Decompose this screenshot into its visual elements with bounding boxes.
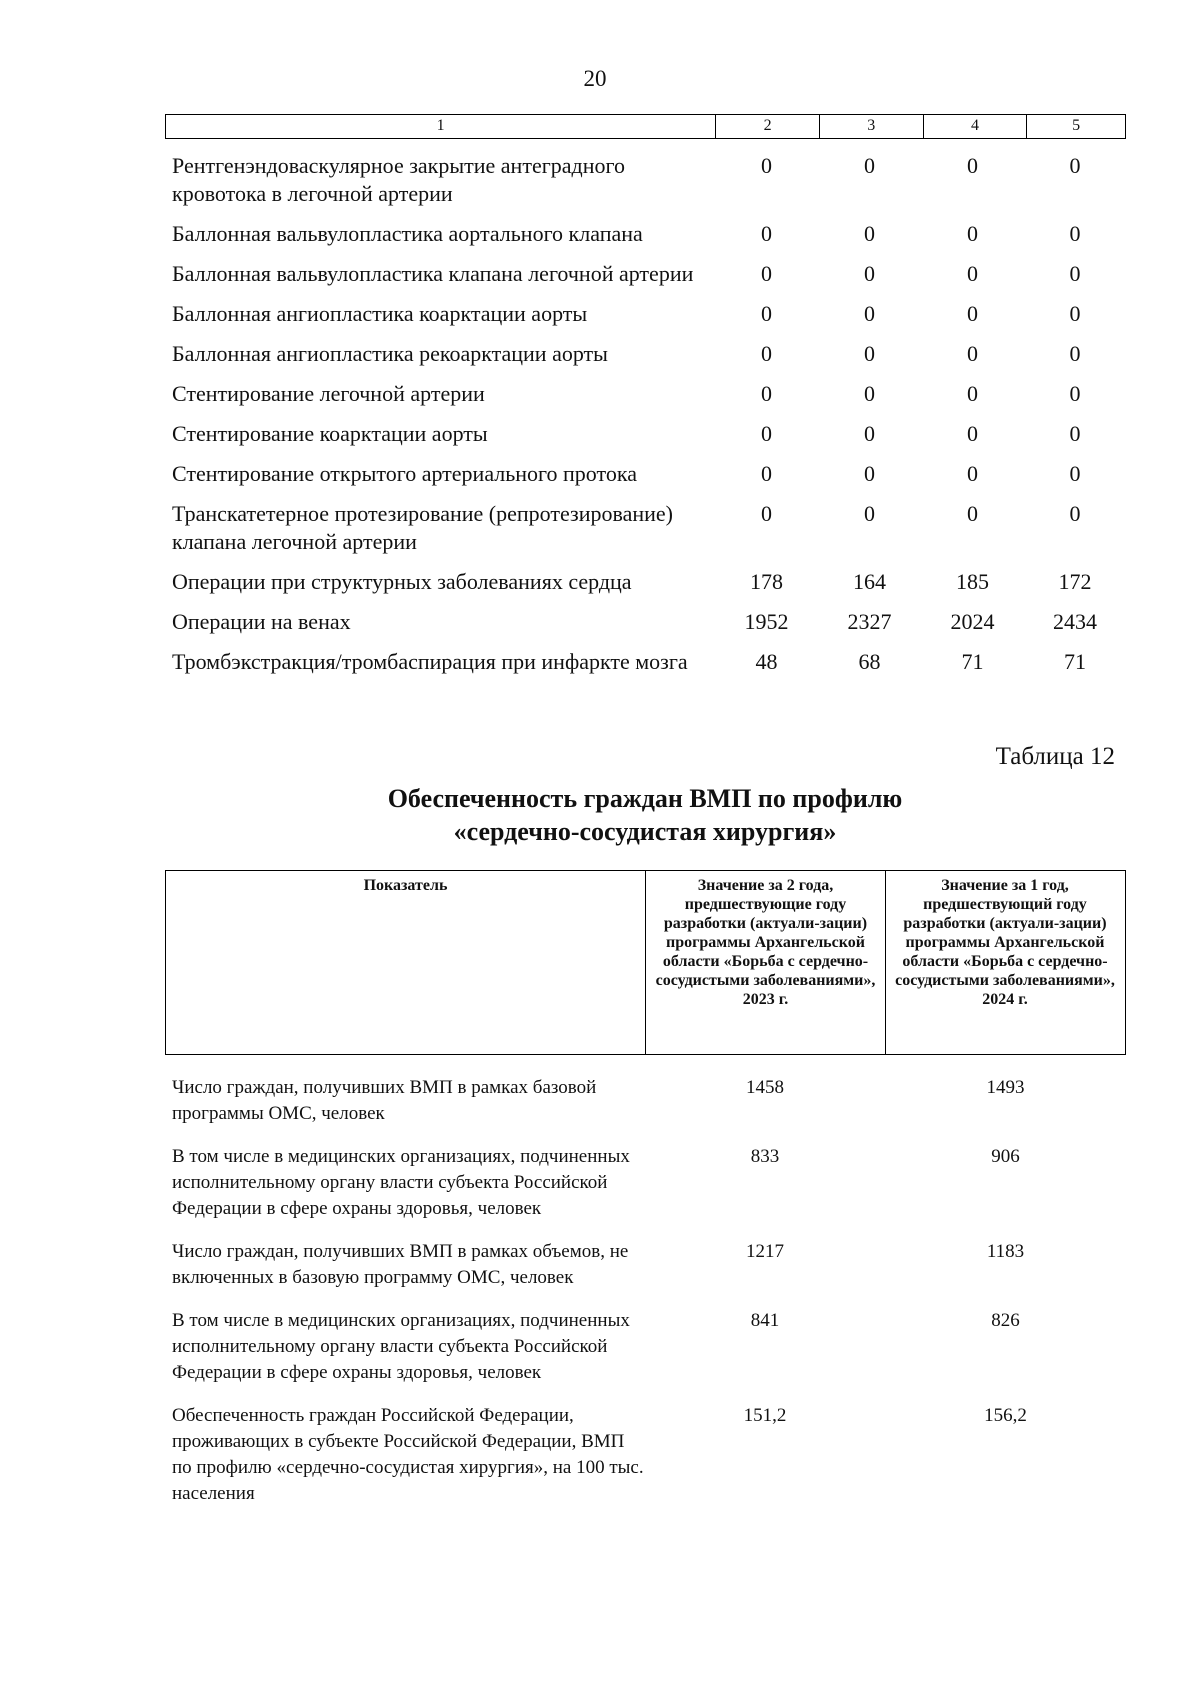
table1-header-col1: 1 xyxy=(166,115,716,138)
row-value: 0 xyxy=(1069,153,1081,178)
row-value: 0 xyxy=(1069,381,1081,406)
row-value: 0 xyxy=(1069,301,1081,326)
row-value: 0 xyxy=(761,153,772,178)
table1-header-col2: 2 xyxy=(716,115,820,138)
row-value: 0 xyxy=(1069,421,1081,446)
row-value: 0 xyxy=(761,301,772,326)
row-label: Тромбэкстракция/тромбаспирация при инфаркте мозга xyxy=(172,649,688,674)
table-row xyxy=(165,420,1126,448)
row-label: Стентирование коарктации аорты xyxy=(172,421,488,446)
row-value: 71 xyxy=(961,649,984,674)
row-value: 0 xyxy=(967,461,978,486)
row-label: Операции на венах xyxy=(172,609,351,634)
row-value: 1952 xyxy=(744,609,789,634)
table2-header xyxy=(165,870,1126,1055)
table-row xyxy=(165,1403,1126,1507)
row-value: 2434 xyxy=(1053,609,1097,634)
row-value-2024: 1183 xyxy=(986,1241,1025,1262)
table2-header-2023: Значение за 2 года, предшествующие году разработки (актуали-зации) программы Архангельской области «Борьба с сердечно-сосудистыми заболеваниями», 2023 г. xyxy=(646,871,886,1054)
row-value: 0 xyxy=(967,341,978,366)
row-value: 0 xyxy=(761,461,772,486)
row-label: Число граждан, получивших ВМП в рамках базовой программы ОМС, человек xyxy=(172,1077,597,1124)
row-value: 0 xyxy=(967,381,978,406)
row-value: 185 xyxy=(956,569,989,594)
table-title-line1: Обеспеченность граждан ВМП по профилю xyxy=(387,784,903,813)
table1-header-col5: 5 xyxy=(1072,117,1081,134)
row-value: 0 xyxy=(761,501,772,526)
row-value: 0 xyxy=(1069,221,1081,246)
row-value-2024: 826 xyxy=(991,1310,1020,1331)
row-value-2023: 841 xyxy=(750,1310,780,1331)
row-value: 172 xyxy=(1058,569,1092,594)
row-value: 0 xyxy=(761,421,772,446)
row-value: 0 xyxy=(864,221,875,246)
table-caption: Таблица 12 xyxy=(995,743,1115,770)
table-title-line2: «сердечно-сосудистая хирургия» xyxy=(453,817,837,846)
row-label: Баллонная вальвулопластика клапана легочной артерии xyxy=(172,261,694,286)
row-value: 0 xyxy=(864,341,875,366)
row-label: Баллонная вальвулопластика аортального клапана xyxy=(172,221,643,246)
row-value: 2327 xyxy=(847,609,892,634)
table-row xyxy=(165,1308,1126,1386)
row-value-2023: 833 xyxy=(750,1146,780,1167)
table1-header-col3: 3 xyxy=(820,115,924,138)
table2-header-indicator: Показатель xyxy=(166,871,646,1054)
row-value: 0 xyxy=(761,221,772,246)
table-title xyxy=(0,782,1200,848)
row-label: Рентгенэндоваскулярное закрытие антеградного кровотока в легочной артерии xyxy=(172,153,625,206)
table-row xyxy=(165,220,1126,248)
row-label: Баллонная ангиопластика коарктации аорты xyxy=(172,301,588,326)
table-row xyxy=(165,1239,1126,1291)
row-value: 71 xyxy=(1064,649,1086,674)
row-value: 0 xyxy=(864,261,875,286)
row-value: 2024 xyxy=(950,609,995,634)
row-value: 0 xyxy=(1069,261,1081,286)
table-row xyxy=(165,340,1126,368)
row-value: 0 xyxy=(761,341,772,366)
row-value: 0 xyxy=(864,501,875,526)
table-row xyxy=(165,1144,1126,1222)
row-value: 0 xyxy=(967,221,978,246)
row-value: 0 xyxy=(864,153,875,178)
row-label: Стентирование легочной артерии xyxy=(172,381,485,406)
row-value: 0 xyxy=(864,381,875,406)
table1-header-col4: 4 xyxy=(924,115,1028,138)
table-row xyxy=(165,608,1126,636)
table2-header-2024: Значение за 1 год, предшествующий году разработки (актуали-зации) программы Архангельской области «Борьба с сердечно-сосудистыми заболеваниями», 2024 г. xyxy=(895,877,1115,1008)
row-value: 0 xyxy=(761,261,772,286)
row-value-2024: 156,2 xyxy=(984,1405,1027,1426)
table1-body xyxy=(165,152,1126,688)
table2-body xyxy=(165,1075,1126,1524)
row-value: 0 xyxy=(1069,501,1081,526)
row-value: 68 xyxy=(858,649,881,674)
row-value: 164 xyxy=(853,569,886,594)
row-value: 48 xyxy=(755,649,778,674)
row-value: 0 xyxy=(761,381,772,406)
row-value: 0 xyxy=(1069,461,1081,486)
table-row xyxy=(165,260,1126,288)
row-value: 0 xyxy=(1069,341,1081,366)
row-value: 178 xyxy=(750,569,783,594)
table-row xyxy=(165,380,1126,408)
row-label: В том числе в медицинских организациях, подчиненных исполнительному органу власти субъекта Российской Федерации в сфере охраны здоровья, человек xyxy=(172,1310,630,1383)
row-label: В том числе в медицинских организациях, подчиненных исполнительному органу власти субъекта Российской Федерации в сфере охраны здоровья, человек xyxy=(172,1146,630,1219)
row-value: 0 xyxy=(967,261,978,286)
row-value: 0 xyxy=(864,461,875,486)
table-row xyxy=(165,1075,1126,1127)
row-value-2023: 151,2 xyxy=(743,1405,787,1426)
row-value: 0 xyxy=(967,301,978,326)
row-value-2023: 1217 xyxy=(746,1241,784,1262)
table-row xyxy=(165,648,1126,676)
row-label: Стентирование открытого артериального протока xyxy=(172,461,637,486)
table1-header xyxy=(165,114,1126,139)
row-value: 0 xyxy=(864,301,875,326)
table-row xyxy=(165,152,1126,208)
row-label: Баллонная ангиопластика рекоарктации аорты xyxy=(172,341,608,366)
row-value-2024: 906 xyxy=(991,1146,1020,1167)
table-row xyxy=(165,300,1126,328)
row-value-2023: 1458 xyxy=(746,1077,784,1098)
row-label: Операции при структурных заболеваниях сердца xyxy=(172,569,632,594)
row-value-2024: 1493 xyxy=(986,1077,1025,1098)
row-value: 0 xyxy=(967,153,978,178)
page-number: 20 xyxy=(583,66,607,91)
row-label: Транскатетерное протезирование (репротезирование) клапана легочной артерии xyxy=(172,501,673,554)
table-row xyxy=(165,460,1126,488)
row-value: 0 xyxy=(967,421,978,446)
row-value: 0 xyxy=(967,501,978,526)
row-value: 0 xyxy=(864,421,875,446)
row-label: Обеспеченность граждан Российской Федерации, проживающих в субъекте Российской Федерации, ВМП по профилю «сердечно-сосудистая хирургия», на 100 тыс. населения xyxy=(172,1405,644,1504)
row-label: Число граждан, получивших ВМП в рамках объемов, не включенных в базовую программу ОМС, человек xyxy=(172,1241,629,1288)
table-row xyxy=(165,500,1126,556)
table-row xyxy=(165,568,1126,596)
